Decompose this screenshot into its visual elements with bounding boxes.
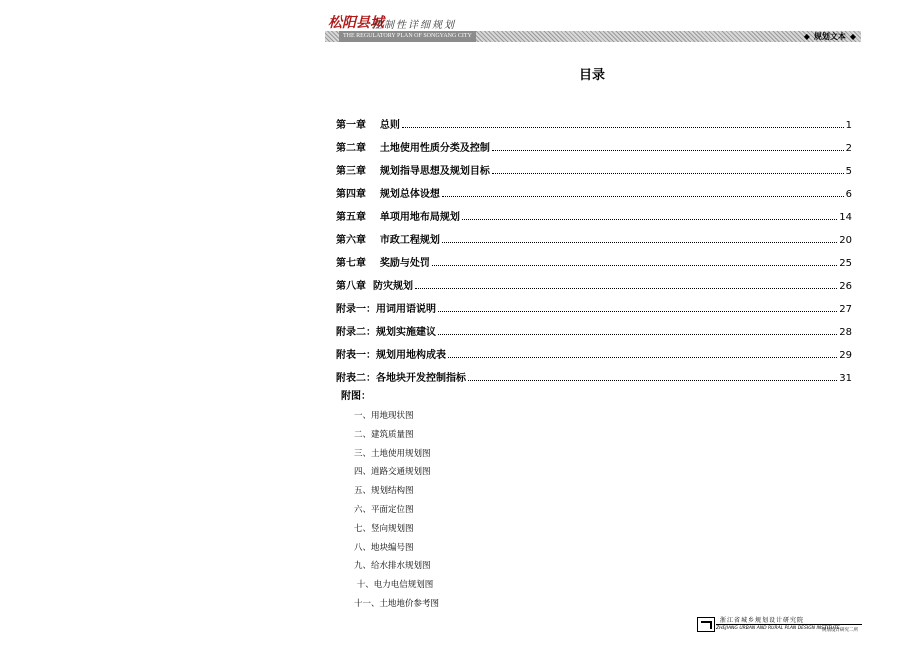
figure-item: 五、规划结构图 <box>354 486 414 497</box>
toc-page-number: 31 <box>839 373 852 384</box>
toc-page-number: 27 <box>839 304 852 315</box>
toc-leader-dots <box>442 242 837 243</box>
institute-note: 规划设计研究二所 <box>822 628 858 633</box>
figures-heading: 附图： <box>341 391 371 402</box>
toc-row[interactable] <box>336 292 852 315</box>
toc-leader-dots <box>438 311 837 312</box>
toc-label: 第二章 土地使用性质分类及控制 <box>336 143 490 154</box>
toc-page-number: 25 <box>839 258 852 269</box>
figure-item: 一、用地现状图 <box>354 411 414 421</box>
toc-leader-dots <box>438 334 837 335</box>
toc-leader-dots <box>448 357 837 358</box>
toc-label: 附录一：用词用语说明 <box>336 304 436 315</box>
header-bar <box>325 31 861 42</box>
toc-row[interactable] <box>336 246 852 269</box>
footer-divider <box>716 624 862 625</box>
toc-page-number: 14 <box>839 212 852 223</box>
toc-leader-dots <box>492 150 844 151</box>
diamond-icon: ◆ <box>803 32 810 41</box>
brand-title: 松阳县城 <box>328 15 384 31</box>
toc-leader-dots <box>492 173 844 174</box>
toc-leader-dots <box>468 380 837 381</box>
toc-leader-dots <box>462 219 837 220</box>
figure-item: 二、建筑质量图 <box>354 429 414 440</box>
toc-row[interactable] <box>336 338 852 361</box>
figure-item: 十一、土地地价参考图 <box>354 598 440 609</box>
page-title: 目录 <box>578 68 605 83</box>
toc-label: 第一章 总则 <box>336 120 400 131</box>
figure-item: 四、道路交通规划图 <box>354 467 431 478</box>
figures-list <box>354 407 439 614</box>
toc-list <box>336 108 852 384</box>
toc-row[interactable] <box>336 315 852 338</box>
toc-row[interactable] <box>336 361 852 384</box>
doc-type-text: 规划文本 <box>813 32 846 41</box>
figure-item: 十、电力电信规划图 <box>354 580 434 591</box>
toc-row[interactable] <box>336 200 852 223</box>
figure-item: 六、平面定位图 <box>354 504 414 515</box>
toc-page-number: 26 <box>839 281 852 292</box>
toc-row[interactable] <box>336 131 852 154</box>
toc-leader-dots <box>442 196 844 197</box>
toc-leader-dots <box>432 265 837 266</box>
institute-name-cn: 浙江省城乡规划设计研究院 <box>720 617 805 624</box>
institute-name-en: ZHEJIANG URBAN AND RURAL PLAN DESIGN INSTITUTE <box>716 626 840 631</box>
toc-label: 第三章 规划指导思想及规划目标 <box>336 166 490 177</box>
english-title: THE REGULATORY PLAN OF SONGYANG CITY <box>339 31 476 42</box>
figure-item: 九、给水排水规划图 <box>354 561 431 572</box>
figure-item: 三、土地使用规划图 <box>354 448 431 459</box>
toc-label: 第四章 规划总体设想 <box>336 189 440 200</box>
toc-row[interactable] <box>336 269 852 292</box>
toc-page-number: 28 <box>839 327 852 338</box>
institute-logo <box>697 617 715 632</box>
toc-row[interactable] <box>336 177 852 200</box>
toc-label: 第七章 奖励与处罚 <box>336 258 430 269</box>
toc-page-number: 29 <box>839 350 852 361</box>
toc-label: 第八章 防灾规划 <box>336 281 413 292</box>
toc-label: 附录二：规划实施建议 <box>336 327 436 338</box>
toc-label: 第五章 单项用地布局规划 <box>336 212 460 223</box>
toc-row[interactable] <box>336 108 852 131</box>
toc-label: 第六章 市政工程规划 <box>336 235 440 246</box>
toc-row[interactable] <box>336 154 852 177</box>
toc-label: 附表二：各地块开发控制指标 <box>336 373 466 384</box>
toc-page-number: 1 <box>845 120 852 131</box>
figure-item: 八、地块编号图 <box>354 542 414 553</box>
toc-page-number: 5 <box>845 166 852 177</box>
brand-subtitle: 控制性详细规划 <box>372 20 456 31</box>
diamond-icon: ◆ <box>849 32 856 41</box>
toc-row[interactable] <box>336 223 852 246</box>
toc-page-number: 20 <box>839 235 852 246</box>
toc-page-number: 2 <box>845 143 852 154</box>
doc-type-label <box>800 32 860 42</box>
toc-label: 附表一：规划用地构成表 <box>336 350 446 361</box>
toc-page-number: 6 <box>845 189 852 200</box>
toc-leader-dots <box>402 127 844 128</box>
toc-leader-dots <box>415 288 837 289</box>
figure-item: 七、竖向规划图 <box>354 523 414 534</box>
